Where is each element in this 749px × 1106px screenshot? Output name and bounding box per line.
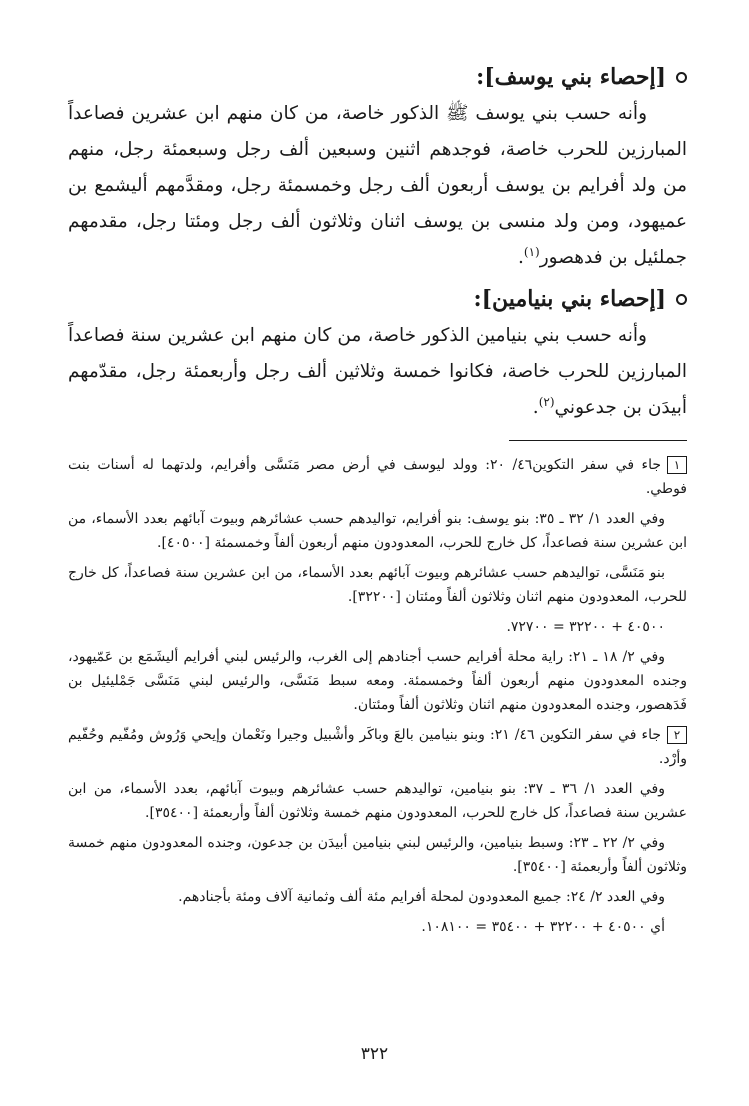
footnote-text: وفي العدد ٢/ ٢٤: جميع المعدودون لمحلة أفرايم مئة ألف وثمانية آلاف ومئة بأجنادهم. (178, 889, 665, 905)
footnotes (68, 453, 687, 939)
page-number: ٣٢٢ (360, 1044, 389, 1064)
footnote-text: وفي العدد ١/ ٣٦ ـ ٣٧: بنو بنيامين، تواليدهم حسب عشائرهم وبيوت آبائهم، بعدد الأسماء، من ابن عشرين سنة فصاعداً، كل خارج للحرب، المعدودون منهم خمسة وثلاثون ألفاً وأربعمئة [٣٥٤٠٠]. (68, 781, 687, 821)
footnote-item (68, 561, 687, 609)
footnote-item (68, 723, 687, 771)
footnote-item (68, 453, 687, 501)
footnote-text: ٤٠٥٠٠ + ٣٢٢٠٠ = ٧٢٧٠٠. (506, 619, 665, 635)
footnote-marker: ٢ (667, 726, 687, 744)
footnote-reference[interactable]: (١) (523, 244, 540, 259)
footnote-divider (509, 440, 687, 441)
circle-bullet-icon (676, 72, 687, 83)
footnote-text: أي ٤٠٥٠٠ + ٣٢٢٠٠ + ٣٥٤٠٠ = ١٠٨١٠٠. (421, 919, 665, 935)
footnote-marker: ١ (667, 456, 687, 474)
footnote-text: وفي ٢/ ١٨ ـ ٢١: راية محلة أفرايم حسب أجنادهم إلى الغرب، والرئيس لبني أفرايم أليشَمَع بن عَمّيهود، وجنده المعدودون منهم أربعون ألفاً وخمسمئة. ومعه سبط مَنَسَّى، والرئيس لبني مَنَسَّى جَمْليئيل بن فَدَهصور، وجنده المعدودون منهم اثنان وثلاثون ألفاً ومئتان. (68, 649, 687, 713)
footnote-item (68, 885, 687, 909)
footnote-item (68, 777, 687, 825)
section-heading-yusuf (68, 60, 687, 94)
paragraph-text: وأنه حسب بني بنيامين الذكور خاصة، من كان منهم ابن عشرين سنة فصاعداً المبارزين للحرب خاصة، فكانوا خمسة وثلاثين ألف رجل وأربعمئة رجل، مقدّمهم أبيدَن بن جدعوني (68, 325, 687, 418)
footnote-item (68, 645, 687, 717)
paragraph-text: وأنه حسب بني يوسف ﷺ الذكور خاصة، من كان منهم ابن عشرين فصاعداً المبارزين للحرب خاصة، فوجدهم اثنين وسبعين ألف رجل وسبعمئة رجل، منهم من ولد أفرايم بن يوسف أربعون ألف رجل وخمسمئة رجل، ومقدَّمهم أليشمع بن عميهود، ومن ولد منسى بن يوسف اثنان وثلاثون ألف رجل ومئتا رجل، مقدمهم جملئيل بن فدهصور (68, 103, 687, 268)
footnote-text: جاء في سفر التكوين ٤٦/ ٢١: وبنو بنيامين بالعَ وباكَر وأشْبيل وجيرا ونَعْمان وإيحي وَرُوش ومُفّيم وحُفّيم وأرْد. (68, 727, 687, 767)
footnote-text: جاء في سفر التكوين٤٦/ ٢٠: وولد ليوسف في أرض مصر مَنَسَّى وأفرايم، ولدتهما له أسنات بنت فوطي. (68, 457, 687, 497)
section-paragraph-binyamin: وأنه حسب بني بنيامين الذكور خاصة، من كان منهم ابن عشرين سنة فصاعداً المبارزين للحرب خاصة، فكانوا خمسة وثلاثين ألف رجل وأربعمئة رجل، مقدّمهم أبيدَن بن جدعوني$^{(٢)}$. (68, 325, 687, 418)
section-heading-binyamin (68, 282, 687, 316)
section-paragraph-yusuf: وأنه حسب بني يوسف ﷺ الذكور خاصة، من كان منهم ابن عشرين فصاعداً المبارزين للحرب خاصة، فوجدهم اثنين وسبعين ألف رجل وسبعمئة رجل، منهم من ولد أفرايم بن يوسف أربعون ألف رجل وخمسمئة رجل، ومقدَّمهم أليشمع بن عميهود، ومن ولد منسى بن يوسف اثنان وثلاثون ألف رجل ومئتا رجل، مقدمهم جملئيل بن فدهصور$^{(١)}$. (68, 103, 687, 268)
footnote-text: وفي العدد ١/ ٣٢ ـ ٣٥: بنو يوسف: بنو أفرايم، تواليدهم حسب عشائرهم وبيوت آبائهم بعدد الأسماء، من ابن عشرين سنة فصاعداً، كل خارج للحرب، المعدودون منهم أربعون ألفاً وخمسمئة [٤٠٥٠٠]. (68, 511, 687, 551)
heading-text: [إحصاء بني يوسف]: (476, 64, 666, 90)
footnote-text: وفي ٢/ ٢٢ ـ ٢٣: وسبط بنيامين، والرئيس لبني بنيامين أبيدَن بن جدعون، وجنده المعدودون منهم خمسة وثلاثون ألفاً وأربعمئة [٣٥٤٠٠]. (68, 835, 687, 875)
heading-text: [إحصاء بني بنيامين]: (473, 286, 666, 312)
circle-bullet-icon (676, 294, 687, 305)
footnote-item (68, 615, 687, 639)
footnote-item (68, 831, 687, 879)
footnote-reference[interactable]: (٢) (538, 394, 555, 409)
footnote-item (68, 915, 687, 939)
footnote-text: بنو مَنَسَّى، تواليدهم حسب عشائرهم وبيوت آبائهم بعدد الأسماء، من ابن عشرين سنة فصاعداً، كل خارج للحرب، المعدودون منهم اثنان وثلاثون ألفاً ومئتان [٣٢٢٠٠]. (68, 565, 687, 605)
footnote-item (68, 507, 687, 555)
